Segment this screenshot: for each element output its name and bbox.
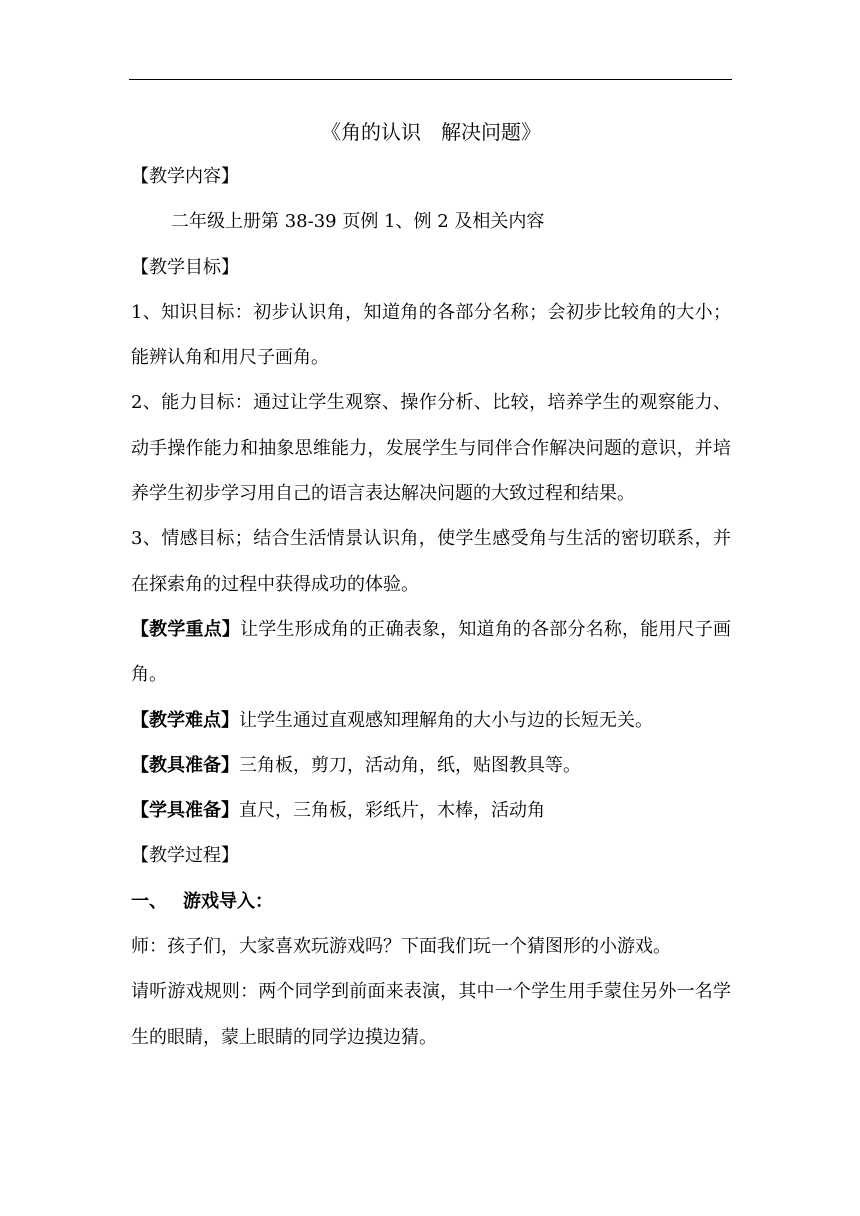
section-number: 一、 <box>131 890 167 912</box>
teaching-goals-heading: 【教学目标】 <box>131 256 239 278</box>
process-paragraph: 师：孩子们，大家喜欢玩游戏吗？下面我们玩一个猜图形的小游戏。 <box>131 936 671 958</box>
student-tools <box>131 788 731 833</box>
section-heading <box>131 879 731 924</box>
goal-knowledge: 1、知识目标：初步认识角，知道角的各部分名称；会初步比较角的大小；能辨认角和用尺子画角。 <box>131 301 731 369</box>
difficulty-label: 【教学难点】 <box>131 709 239 731</box>
teacher-tools-label: 【教具准备】 <box>131 754 239 776</box>
document-title: 《角的认识 解决问题》 <box>321 120 541 144</box>
goal-emotion: 3、情感目标；结合生活情景认识角，使学生感受角与生活的密切联系，并在探索角的过程中获得成功的体验。 <box>131 528 731 595</box>
teaching-content-heading: 【教学内容】 <box>131 166 239 187</box>
goal-ability: 2、能力目标：通过让学生观察、操作分析、比较，培养学生的观察能力、动手操作能力和抽象思维能力，发展学生与同伴合作解决问题的意识，并培养学生初步学习用自己的语言表达解决问题的大致过程和结果。 <box>131 392 731 505</box>
student-tools-label: 【学具准备】 <box>131 800 239 822</box>
process-paragraph: 请听游戏规则：两个同学到前面来表演，其中一个学生用手蒙住另外一名学生的眼睛，蒙上眼睛的同学边摸边猜。 <box>131 981 731 1048</box>
document-body <box>131 110 731 1060</box>
key-point-label: 【教学重点】 <box>131 618 241 640</box>
teacher-tools <box>131 743 731 788</box>
key-point-text: 让学生形成角的正确表象，知道角的各部分名称，能用尺子画角。 <box>131 618 731 686</box>
process-heading: 【教学过程】 <box>131 845 239 867</box>
section-title: 游戏导入： <box>183 890 273 912</box>
teaching-content-text: 二年级上册第 38-39 页例 1、例 2 及相关内容 <box>171 211 545 233</box>
difficulty-text: 让学生通过直观感知理解角的大小与边的长短无关。 <box>239 709 653 731</box>
key-point <box>131 607 731 698</box>
header-rule <box>129 79 732 80</box>
student-tools-text: 直尺，三角板，彩纸片，木棒，活动角 <box>239 800 545 822</box>
difficulty <box>131 698 731 743</box>
teacher-tools-text: 三角板，剪刀，活动角，纸，贴图教具等。 <box>239 754 581 776</box>
